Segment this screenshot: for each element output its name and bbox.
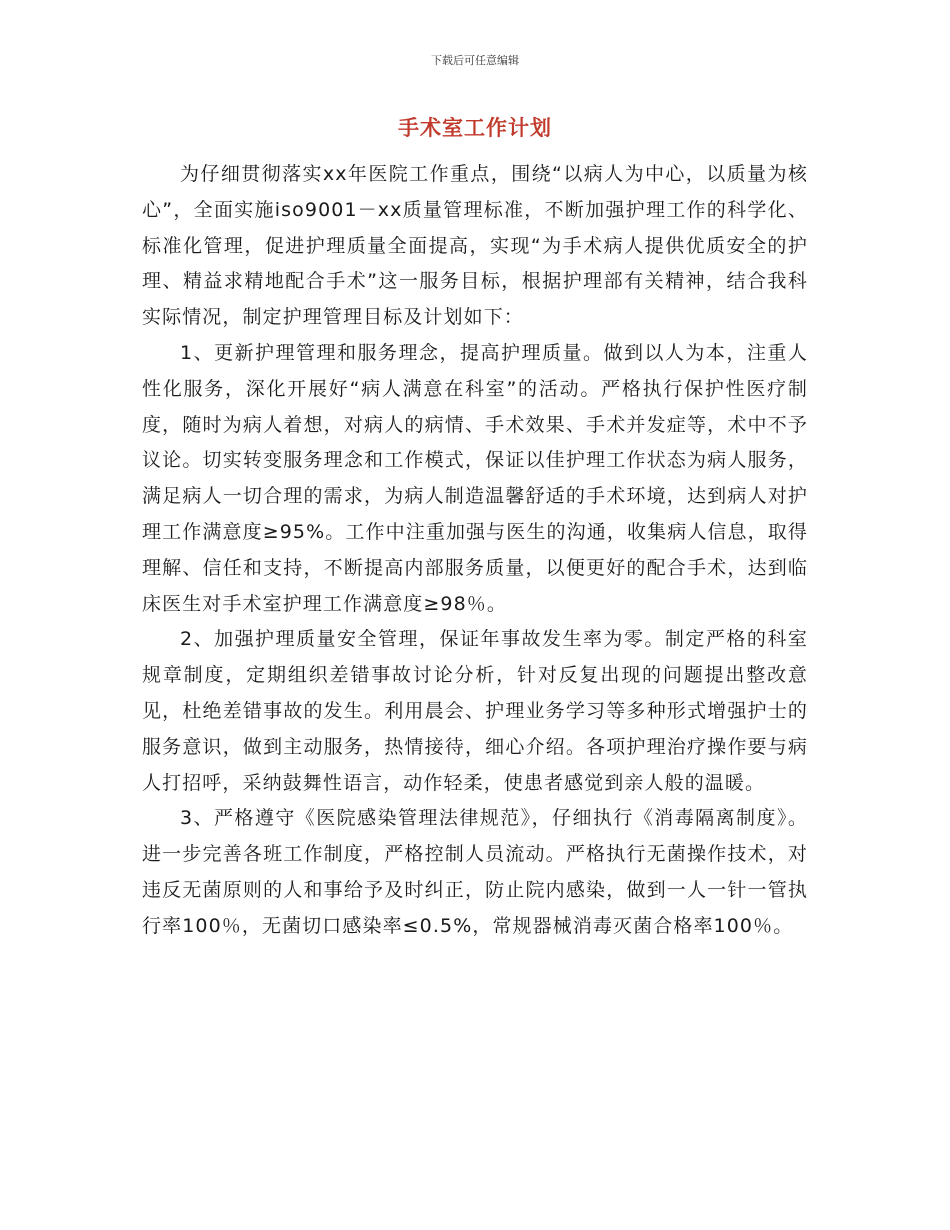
- paragraph-item-3: 3、严格遵守《医院感染管理法律规范》，仔细执行《消毒隔离制度》。进一步完善各班工作制度，严格控制人员流动。严格执行无菌操作技术，对违反无菌原则的人和事给予及时纠正，防止院内感染，做到一人一针一管执行率100％，无菌切口感染率≤0.5%，常规器械消毒灭菌合格率100％。: [142, 807, 808, 937]
- paragraph-item-1: 1、更新护理管理和服务理念，提高护理质量。做到以人为本，注重人性化服务，深化开展好“病人满意在科室”的活动。严格执行保护性医疗制度，随时为病人着想，对病人的病情、手术效果、手术并发症等，术中不予议论。切实转变服务理念和工作模式，保证以佳护理工作状态为病人服务，满足病人一切合理的需求，为病人制造温馨舒适的手术环境，达到病人对护理工作满意度≥95%。工作中注重加强与医生的沟通，收集病人信息，取得理解、信任和支持，不断提高内部服务质量，以便更好的配合手术，达到临床医生对手术室护理工作满意度≥98％。: [142, 341, 808, 615]
- document-title: 手术室工作计划: [398, 116, 552, 140]
- paragraph-item-2: 2、加强护理质量安全管理，保证年事故发生率为零。制定严格的科室规章制度，定期组织差错事故讨论分析，针对反复出现的问题提出整改意见，杜绝差错事故的发生。利用晨会、护理业务学习等多种形式增强护士的服务意识，做到主动服务，热情接待，细心介绍。各项护理治疗操作要与病人打招呼，采纳鼓舞性语言，动作轻柔，使患者感觉到亲人般的温暖。: [142, 628, 808, 794]
- header-note: 下载后可任意编辑: [431, 54, 519, 67]
- document-body: [142, 157, 808, 945]
- paragraph-intro: 为仔细贯彻落实xx年医院工作重点，围绕“以病人为中心，以质量为核心”，全面实施iso9001－xx质量管理标准，不断加强护理工作的科学化、标准化管理，促进护理质量全面提高，实现“为手术病人提供优质安全的护理、精益求精地配合手术”这一服务目标，根据护理部有关精神，结合我科实际情况，制定护理管理目标及计划如下：: [142, 163, 808, 329]
